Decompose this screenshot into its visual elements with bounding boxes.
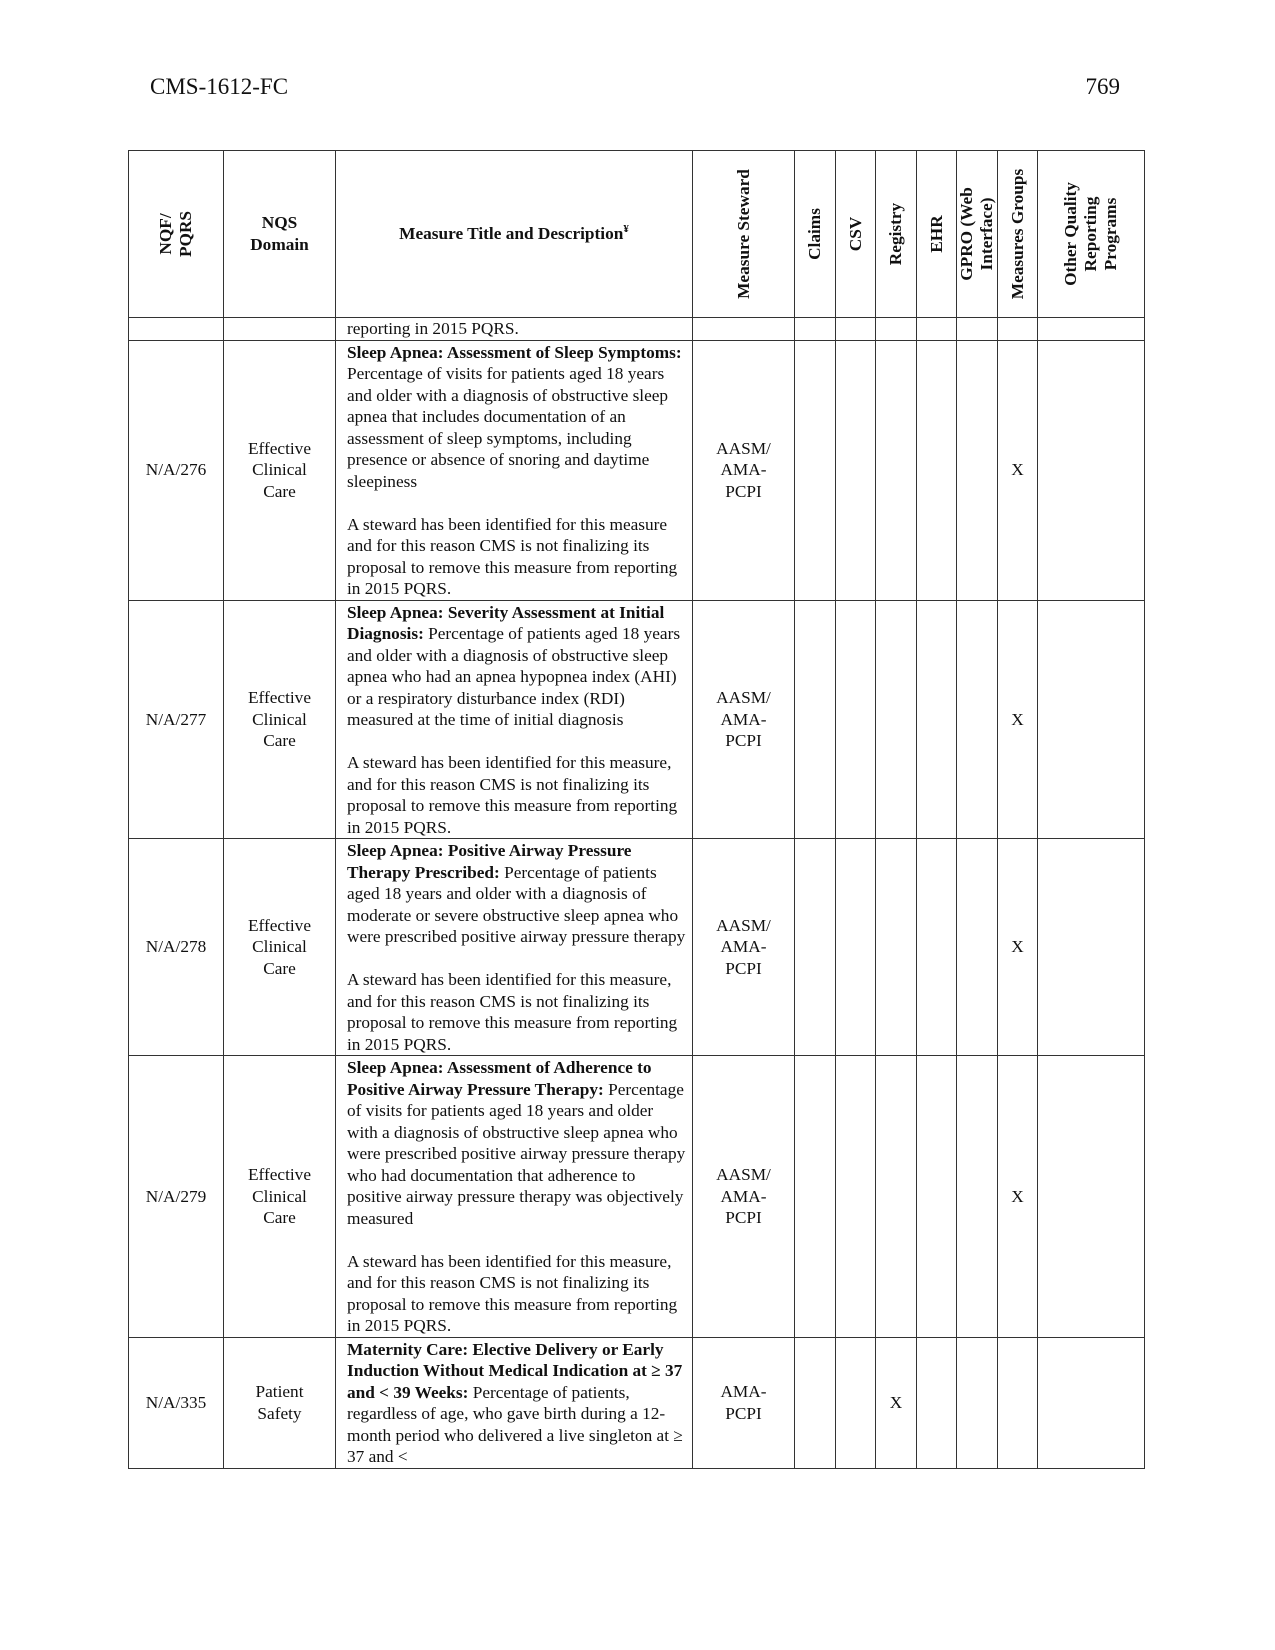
steward-note: A steward has been identified for this measure, and for this reason CMS is not finalizing its proposal to remove this measure from reporting in 2015 PQRS. bbox=[347, 970, 678, 1054]
measure-title: Sleep Apnea: Assessment of Adherence to Positive Airway Pressure Therapy: bbox=[347, 1058, 652, 1099]
table-row bbox=[129, 839, 1145, 1056]
measure-definition: Percentage of visits for patients aged 18 years and older with a diagnosis of obstructive sleep apnea who were prescribed positive airway pressure therapy who had documentation that adherence to positive airway pressure therapy was objectively measured bbox=[347, 1079, 686, 1228]
steward-line: AMA- bbox=[720, 1186, 767, 1206]
col-header-nqf-pqrs bbox=[129, 151, 224, 318]
measure-title: Sleep Apnea: Severity Assessment at Initial Diagnosis: bbox=[347, 602, 665, 643]
measure-steward-cell bbox=[693, 1337, 795, 1468]
col-header-registry: Registry bbox=[876, 151, 917, 318]
registry-cell: X bbox=[876, 1337, 917, 1468]
steward-line: PCPI bbox=[725, 1403, 762, 1423]
measure-description bbox=[347, 602, 686, 731]
other-programs-cell bbox=[1038, 1337, 1145, 1468]
csv-cell bbox=[836, 600, 876, 839]
domain-line: Care bbox=[263, 481, 296, 501]
domain-line: Care bbox=[263, 731, 296, 750]
measure-title: Sleep Apnea: Assessment of Sleep Symptoms: bbox=[347, 342, 682, 362]
ehr-cell bbox=[917, 1056, 957, 1338]
domain-line: Patient bbox=[255, 1382, 304, 1401]
domain-line: Clinical bbox=[252, 937, 307, 957]
steward-line: PCPI bbox=[725, 1208, 762, 1227]
measure-definition: Percentage of patients aged 18 years and older with a diagnosis of moderate or severe obstructive sleep apnea who were prescribed positive airway pressure therapy bbox=[347, 862, 686, 946]
measure-description bbox=[347, 342, 686, 493]
steward-line: PCPI bbox=[725, 481, 762, 501]
measure-definition: Percentage of patients, regardless of age, who gave birth during a 12-month period who delivered a live singleton at ≥ 37 and < bbox=[347, 1382, 683, 1466]
steward-line: PCPI bbox=[725, 958, 762, 978]
domain-line: Care bbox=[263, 1208, 296, 1227]
col-header-other-programs bbox=[1038, 151, 1145, 318]
registry-cell bbox=[876, 600, 917, 839]
measure-description-cell bbox=[336, 340, 693, 600]
document-id: CMS-1612-FC bbox=[150, 74, 289, 99]
claims-cell bbox=[795, 1056, 836, 1338]
measure-description-cell bbox=[336, 839, 693, 1056]
registry-cell bbox=[876, 839, 917, 1056]
gpro-cell bbox=[957, 1056, 998, 1338]
csv-cell bbox=[836, 1337, 876, 1468]
continuation-text: reporting in 2015 PQRS. bbox=[336, 318, 693, 341]
gpro-cell bbox=[957, 839, 998, 1056]
col-header-ehr: EHR bbox=[917, 151, 957, 318]
domain-line: Effective bbox=[247, 1165, 311, 1184]
steward-note: A steward has been identified for this measure, and for this reason CMS is not finalizing its proposal to remove this measure from reporting in 2015 PQRS. bbox=[347, 1251, 678, 1335]
measure-id-cell: N/A/279 bbox=[129, 1056, 224, 1338]
steward-line: AASM/ bbox=[716, 1165, 771, 1184]
measure-id-cell: N/A/276 bbox=[129, 340, 224, 600]
measure-id-cell: N/A/278 bbox=[129, 839, 224, 1056]
claims-cell bbox=[795, 600, 836, 839]
gpro-cell bbox=[957, 340, 998, 600]
measure-definition: Percentage of visits for patients aged 18 years and older with a diagnosis of obstructive sleep apnea that includes documentation of an assessment of sleep symptoms, including presence or absence of snoring and daytime sleepiness bbox=[347, 364, 669, 491]
domain-line: Clinical bbox=[252, 709, 307, 729]
ehr-cell bbox=[917, 340, 957, 600]
steward-line: AMA- bbox=[720, 937, 767, 957]
csv-cell bbox=[836, 340, 876, 600]
measure-title: Sleep Apnea: Positive Airway Pressure Therapy Prescribed: bbox=[347, 841, 632, 882]
steward-line: AMA- bbox=[720, 1382, 767, 1401]
measure-id-cell: N/A/277 bbox=[129, 600, 224, 839]
domain-line: Care bbox=[263, 958, 296, 978]
ehr-cell bbox=[917, 1337, 957, 1468]
measure-description bbox=[347, 840, 686, 948]
measure-description bbox=[347, 1057, 686, 1229]
domain-header-line: NQS bbox=[261, 213, 298, 232]
measure-definition: Percentage of patients aged 18 years and older with a diagnosis of obstructive sleep apnea who had an apnea hypopnea index (AHI) or a respiratory disturbance index (RDI) measured at the time of initial diagnosis bbox=[347, 624, 681, 729]
table-row bbox=[129, 1056, 1145, 1338]
gpro-header-line: Interface) bbox=[977, 197, 996, 271]
measures-groups-cell: X bbox=[998, 1056, 1038, 1338]
csv-cell bbox=[836, 1056, 876, 1338]
steward-note: A steward has been identified for this measure, and for this reason CMS is not finalizing its proposal to remove this measure from reporting in 2015 PQRS. bbox=[347, 753, 678, 837]
measures-table bbox=[128, 150, 1145, 1469]
table-row bbox=[129, 340, 1145, 600]
measure-steward-cell bbox=[693, 1056, 795, 1338]
registry-cell bbox=[876, 340, 917, 600]
steward-line: AASM/ bbox=[716, 915, 771, 935]
gpro-cell bbox=[957, 600, 998, 839]
steward-line: AMA- bbox=[720, 709, 767, 729]
measure-title-header-text: Measure Title and Description bbox=[399, 224, 624, 243]
measure-description-cell bbox=[336, 1337, 693, 1468]
domain-header-line: Domain bbox=[250, 235, 309, 254]
steward-line: AMA- bbox=[720, 460, 767, 480]
nqs-domain-cell bbox=[224, 340, 336, 600]
table-row bbox=[129, 1337, 1145, 1468]
nqs-domain-cell bbox=[224, 600, 336, 839]
claims-cell bbox=[795, 839, 836, 1056]
other-programs-header-line: Reporting bbox=[1081, 196, 1100, 272]
col-header-claims: Claims bbox=[795, 151, 836, 318]
nqf-header-line: PQRS bbox=[176, 210, 195, 258]
yen-superscript: ¥ bbox=[623, 223, 629, 236]
measures-groups-cell: X bbox=[998, 340, 1038, 600]
measure-description bbox=[347, 1339, 686, 1468]
nqs-domain-cell bbox=[224, 1337, 336, 1468]
nqs-domain-cell bbox=[224, 1056, 336, 1338]
claims-cell bbox=[795, 340, 836, 600]
measure-description-cell bbox=[336, 600, 693, 839]
measure-steward-cell bbox=[693, 600, 795, 839]
domain-line: Effective bbox=[247, 438, 311, 458]
nqf-header-line: NQF/ bbox=[156, 213, 175, 255]
gpro-header-line: GPRO (Web bbox=[957, 187, 976, 281]
other-programs-cell bbox=[1038, 340, 1145, 600]
measure-id-cell: N/A/335 bbox=[129, 1337, 224, 1468]
continuation-row bbox=[129, 318, 1145, 341]
gpro-cell bbox=[957, 1337, 998, 1468]
measure-steward-cell bbox=[693, 839, 795, 1056]
steward-line: AASM/ bbox=[716, 438, 771, 458]
other-programs-cell bbox=[1038, 1056, 1145, 1338]
other-programs-header-line: Programs bbox=[1101, 197, 1120, 271]
claims-cell bbox=[795, 1337, 836, 1468]
domain-line: Effective bbox=[247, 915, 311, 935]
measure-steward-cell bbox=[693, 340, 795, 600]
col-header-gpro bbox=[957, 151, 998, 318]
csv-cell bbox=[836, 839, 876, 1056]
domain-line: Safety bbox=[257, 1403, 302, 1423]
measure-description-cell bbox=[336, 1056, 693, 1338]
ehr-cell bbox=[917, 839, 957, 1056]
measure-title: Maternity Care: Elective Delivery or Early Induction Without Medical Indication at ≥ 37 and < 39 Weeks: bbox=[347, 1339, 683, 1402]
table-row bbox=[129, 600, 1145, 839]
other-programs-header-line: Other Quality bbox=[1061, 182, 1080, 286]
measures-groups-cell bbox=[998, 1337, 1038, 1468]
registry-cell bbox=[876, 1056, 917, 1338]
other-programs-cell bbox=[1038, 839, 1145, 1056]
table-header-row bbox=[129, 151, 1145, 318]
col-header-measure-title bbox=[336, 151, 693, 318]
steward-line: PCPI bbox=[725, 731, 762, 750]
nqs-domain-cell bbox=[224, 839, 336, 1056]
page-number: 769 bbox=[1085, 74, 1120, 99]
col-header-nqs-domain bbox=[224, 151, 336, 318]
steward-line: AASM/ bbox=[716, 688, 771, 707]
domain-line: Effective bbox=[247, 688, 311, 707]
domain-line: Clinical bbox=[252, 460, 307, 480]
col-header-measure-steward: Measure Steward bbox=[693, 151, 795, 318]
steward-note: A steward has been identified for this measure and for this reason CMS is not finalizing its proposal to remove this measure from reporting in 2015 PQRS. bbox=[347, 514, 678, 598]
measures-groups-cell: X bbox=[998, 600, 1038, 839]
measures-groups-cell: X bbox=[998, 839, 1038, 1056]
ehr-cell bbox=[917, 600, 957, 839]
domain-line: Clinical bbox=[252, 1186, 307, 1206]
other-programs-cell bbox=[1038, 600, 1145, 839]
col-header-measures-groups: Measures Groups bbox=[998, 151, 1038, 318]
col-header-csv: CSV bbox=[836, 151, 876, 318]
